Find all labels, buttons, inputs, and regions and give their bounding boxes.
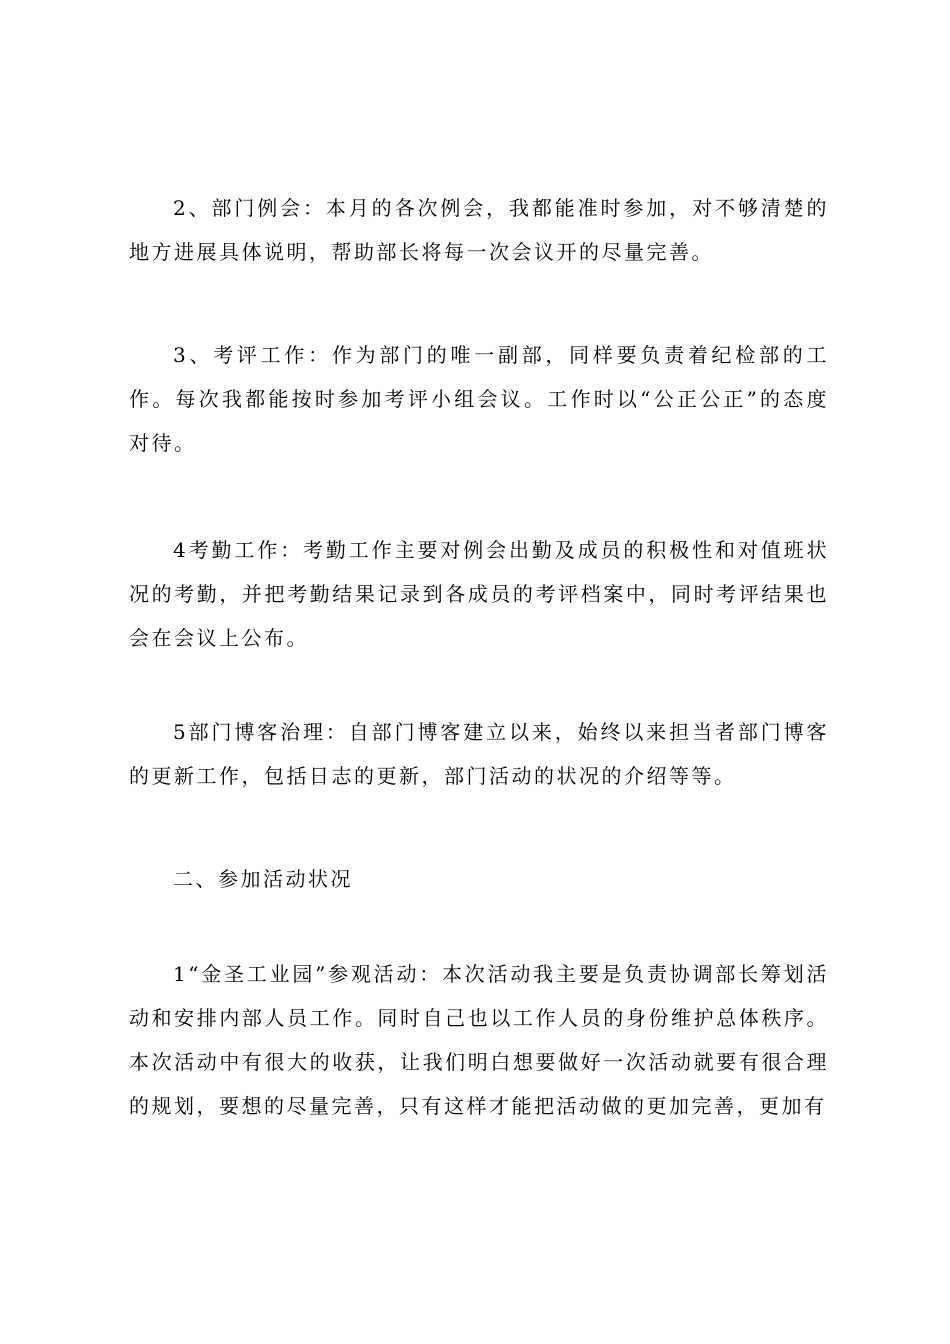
paragraph-attendance-work: 4考勤工作：考勤工作主要对例会出勤及成员的积极性和对值班状况的考勤，并把考勤结果记录到各成员的考评档案中，同时考评结果也会在会议上公布。 <box>129 538 829 650</box>
section-heading-activities: 二、参加活动状况 <box>173 867 353 891</box>
paragraph-industrial-park-visit: 1“金圣工业园”参观活动：本次活动我主要是负责协调部长筹划活动和安排内部人员工作。同时自己也以工作人员的身份维护总体秩序。本次活动中有很大的收获，让我们明白想要做好一次活动就要有很合理的规划，要想的尽量完善，只有这样才能把活动做的更加完善，更加有 <box>129 962 829 1118</box>
paragraph-blog-management: 5部门博客治理：自部门博客建立以来，始终以来担当者部门博客的更新工作，包括日志的更新，部门活动的状况的介绍等等。 <box>129 720 829 788</box>
paragraph-department-meeting: 2、部门例会：本月的各次例会，我都能准时参加，对不够清楚的地方进展具体说明，帮助部长将每一次会议开的尽量完善。 <box>129 196 829 264</box>
paragraph-evaluation-work: 3、考评工作：作为部门的唯一副部，同样要负责着纪检部的工作。每次我都能按时参加考评小组会议。工作时以“公正公正”的态度对待。 <box>129 343 829 455</box>
